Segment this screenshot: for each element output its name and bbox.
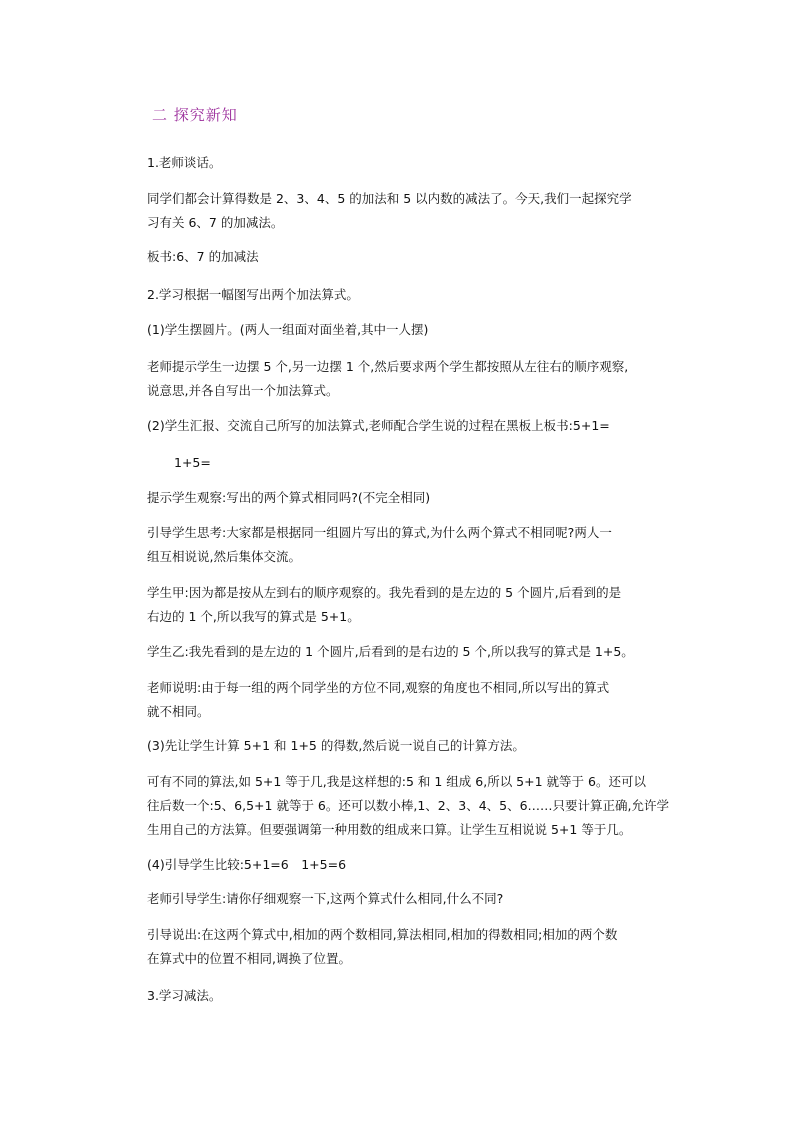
paragraph: 板书:6、7 的加减法 xyxy=(147,249,259,264)
paragraph: 学生乙:我先看到的是左边的 1 个圆片,后看到的是右边的 5 个,所以我写的算式是 1+5。 xyxy=(147,644,634,659)
paragraph: 老师说明:由于每一组的两个同学坐的方位不同,观察的角度也不相同,所以写出的算式 xyxy=(147,680,610,695)
paragraph: 可有不同的算法,如 5+1 等于几,我是这样想的:5 和 1 组成 6,所以 5+1 就等于 6。还可以 xyxy=(147,774,646,789)
paragraph: (3)先让学生计算 5+1 和 1+5 的得数,然后说一说自己的计算方法。 xyxy=(147,738,525,753)
paragraph: (4)引导学生比较:5+1=6 1+5=6 xyxy=(147,857,347,872)
paragraph: 提示学生观察:写出的两个算式相同吗?(不完全相同) xyxy=(147,490,431,505)
paragraph-continuation: 就不相同。 xyxy=(147,704,210,719)
paragraph: 1+5= xyxy=(174,455,211,470)
paragraph: 3.学习减法。 xyxy=(147,988,222,1003)
paragraph: 2.学习根据一幅图写出两个加法算式。 xyxy=(147,287,359,302)
paragraph-continuation: 右边的 1 个,所以我写的算式是 5+1。 xyxy=(147,609,360,624)
paragraph: 1.老师谈话。 xyxy=(147,155,222,170)
paragraph: 学生甲:因为都是按从左到右的顺序观察的。我先看到的是左边的 5 个圆片,后看到的是 xyxy=(147,585,622,600)
paragraph: 老师提示学生一边摆 5 个,另一边摆 1 个,然后要求两个学生都按照从左往右的顺序观察, xyxy=(147,359,629,374)
paragraph-continuation: 说意思,并各自写出一个加法算式。 xyxy=(147,383,339,398)
paragraph-continuation: 生用自己的方法算。但要强调第一种用数的组成来口算。让学生互相说说 5+1 等于几。 xyxy=(147,822,632,837)
paragraph-continuation: 习有关 6、7 的加减法。 xyxy=(147,215,284,230)
section-heading: 二 探究新知 xyxy=(152,106,238,124)
paragraph-continuation: 组互相说说,然后集体交流。 xyxy=(147,549,301,564)
paragraph: (2)学生汇报、交流自己所写的加法算式,老师配合学生说的过程在黑板上板书:5+1= xyxy=(147,418,610,433)
paragraph: 同学们都会计算得数是 2、3、4、5 的加法和 5 以内数的减法了。今天,我们一起探究学 xyxy=(147,191,632,206)
paragraph: 引导说出:在这两个算式中,相加的两个数相同,算法相同,相加的得数相同;相加的两个数 xyxy=(147,927,618,942)
paragraph-continuation: 在算式中的位置不相同,调换了位置。 xyxy=(147,951,351,966)
paragraph: (1)学生摆圆片。(两人一组面对面坐着,其中一人摆) xyxy=(147,322,429,337)
paragraph-continuation: 往后数一个:5、6,5+1 就等于 6。还可以数小棒,1、2、3、4、5、6……只要计算正确,允许学 xyxy=(147,798,670,813)
paragraph: 老师引导学生:请你仔细观察一下,这两个算式什么相同,什么不同? xyxy=(147,891,504,906)
paragraph: 引导学生思考:大家都是根据同一组圆片写出的算式,为什么两个算式不相同呢?两人一 xyxy=(147,525,612,540)
